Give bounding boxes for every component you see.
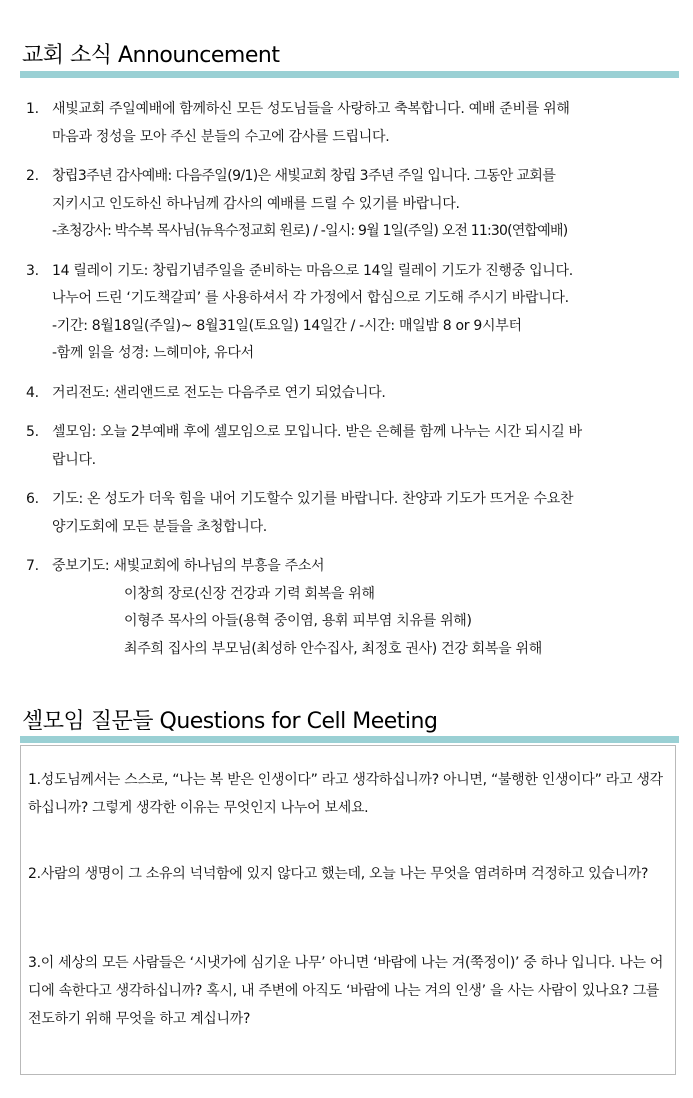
announcement-item-1 (26, 96, 679, 151)
announcement-line: 지키시고 인도하신 하나님께 감사의 예배를 드릴 수 있기를 바랍니다. (52, 195, 460, 212)
questions-box (20, 745, 676, 1075)
announcement-line: -기간: 8월18일(주일)~ 8월31일(토요일) 14일간 / -시간: 매일밤 8 or 9시부터 (52, 317, 522, 334)
announcement-title-rule (20, 71, 679, 78)
announcement-number: 6. (26, 491, 39, 507)
questions-title: 셀모임 질문들 Questions for Cell Meeting (22, 709, 438, 734)
prayer-request-1: 이창희 장로(신장 건강과 기력 회복을 위해 (124, 585, 375, 602)
announcement-number: 7. (26, 558, 39, 574)
questions-title-rule (20, 736, 679, 743)
announcement-title: 교회 소식 Announcement (22, 43, 280, 68)
announcement-line: 새빛교회 주일예배에 함께하신 모든 성도님들을 사랑하고 축복합니다. 예배 준비를 위해 (52, 101, 570, 117)
announcement-line: 14 릴레이 기도: 창립기념주일을 준비하는 마음으로 14일 릴레이 기도가 진행중 입니다. (52, 262, 573, 279)
announcement-item-3 (26, 258, 679, 368)
question-1: 1.성도님께서는 스스로, “나는 복 받은 인생이다” 라고 생각하십니까? 아니면, “불행한 인생이다” 라고 생각하십니까? 그렇게 생각한 이유는 무엇인지 나누어 보세요. (28, 772, 663, 816)
announcement-line: 마음과 정성을 모아 주신 분들의 수고에 감사를 드립니다. (52, 128, 390, 145)
announcement-line: 나누어 드린 ‘기도책갈피’ 를 사용하셔서 각 가정에서 합심으로 기도해 주시기 바랍니다. (52, 290, 569, 306)
prayer-request-2: 이형주 목사의 아들(용혁 중이염, 용휘 피부염 치유를 위해) (124, 613, 472, 629)
announcement-line: 중보기도: 새빛교회에 하나님의 부흥을 주소서 (52, 558, 325, 574)
announcement-line: 기도: 온 성도가 더욱 힘을 내어 기도할수 있기를 바랍니다. 찬양과 기도가 뜨거운 수요찬 (52, 491, 574, 507)
announcement-number: 1. (26, 101, 39, 117)
announcement-line: 양기도회에 모든 분들을 초청합니다. (52, 518, 267, 535)
announcement-number: 4. (26, 384, 39, 401)
announcement-line: 거리전도: 샌리앤드로 전도는 다음주로 연기 되었습니다. (52, 384, 386, 401)
announcement-number: 5. (26, 424, 39, 440)
prayer-request-3: 최주희 집사의 부모님(최성하 안수집사, 최정호 권사) 건강 회복을 위해 (124, 640, 542, 657)
announcement-list (26, 96, 679, 663)
announcement-item-2 (26, 163, 679, 246)
announcement-item-4 (26, 380, 679, 408)
announcement-number: 2. (26, 168, 39, 184)
question-2: 2.사람의 생명이 그 소유의 넉넉함에 있지 않다고 했는데, 오늘 나는 무엇을 염려하며 걱정하고 있습니까? (28, 866, 649, 882)
announcement-number: 3. (26, 262, 39, 279)
question-3: 3.이 세상의 모든 사람들은 ‘시냇가에 심기운 나무’ 아니면 ‘바람에 나는 겨(쭉정이)’ 중 하나 입니다. 나는 어디에 속한다고 생각하십니까? 혹시, 내 주변에 아직도 ‘바람에 나는 겨의 인생’ 을 사는 사람이 있나요? 그를 전도하기 위해 무엇을 하고 계십니까? (28, 955, 664, 1027)
announcement-item-6 (26, 486, 679, 541)
announcement-line: -초청강사: 박수복 목사님(뉴욕수정교회 원로) / -일시: 9월 1일(주일) 오전 11:30(연합예배) (52, 223, 568, 239)
announcement-item-5 (26, 419, 679, 474)
announcement-line: 랍니다. (52, 451, 96, 468)
announcement-item-7 (26, 553, 679, 663)
announcement-line: -함께 읽을 성경: 느헤미야, 유다서 (52, 345, 254, 361)
announcement-line: 셀모임: 오늘 2부예배 후에 셀모임으로 모입니다. 받은 은혜를 함께 나누는 시간 되시길 바 (52, 424, 582, 440)
announcement-line: 창립3주년 감사예배: 다음주일(9/1)은 새빛교회 창립 3주년 주일 입니다. 그동안 교회를 (52, 168, 556, 184)
